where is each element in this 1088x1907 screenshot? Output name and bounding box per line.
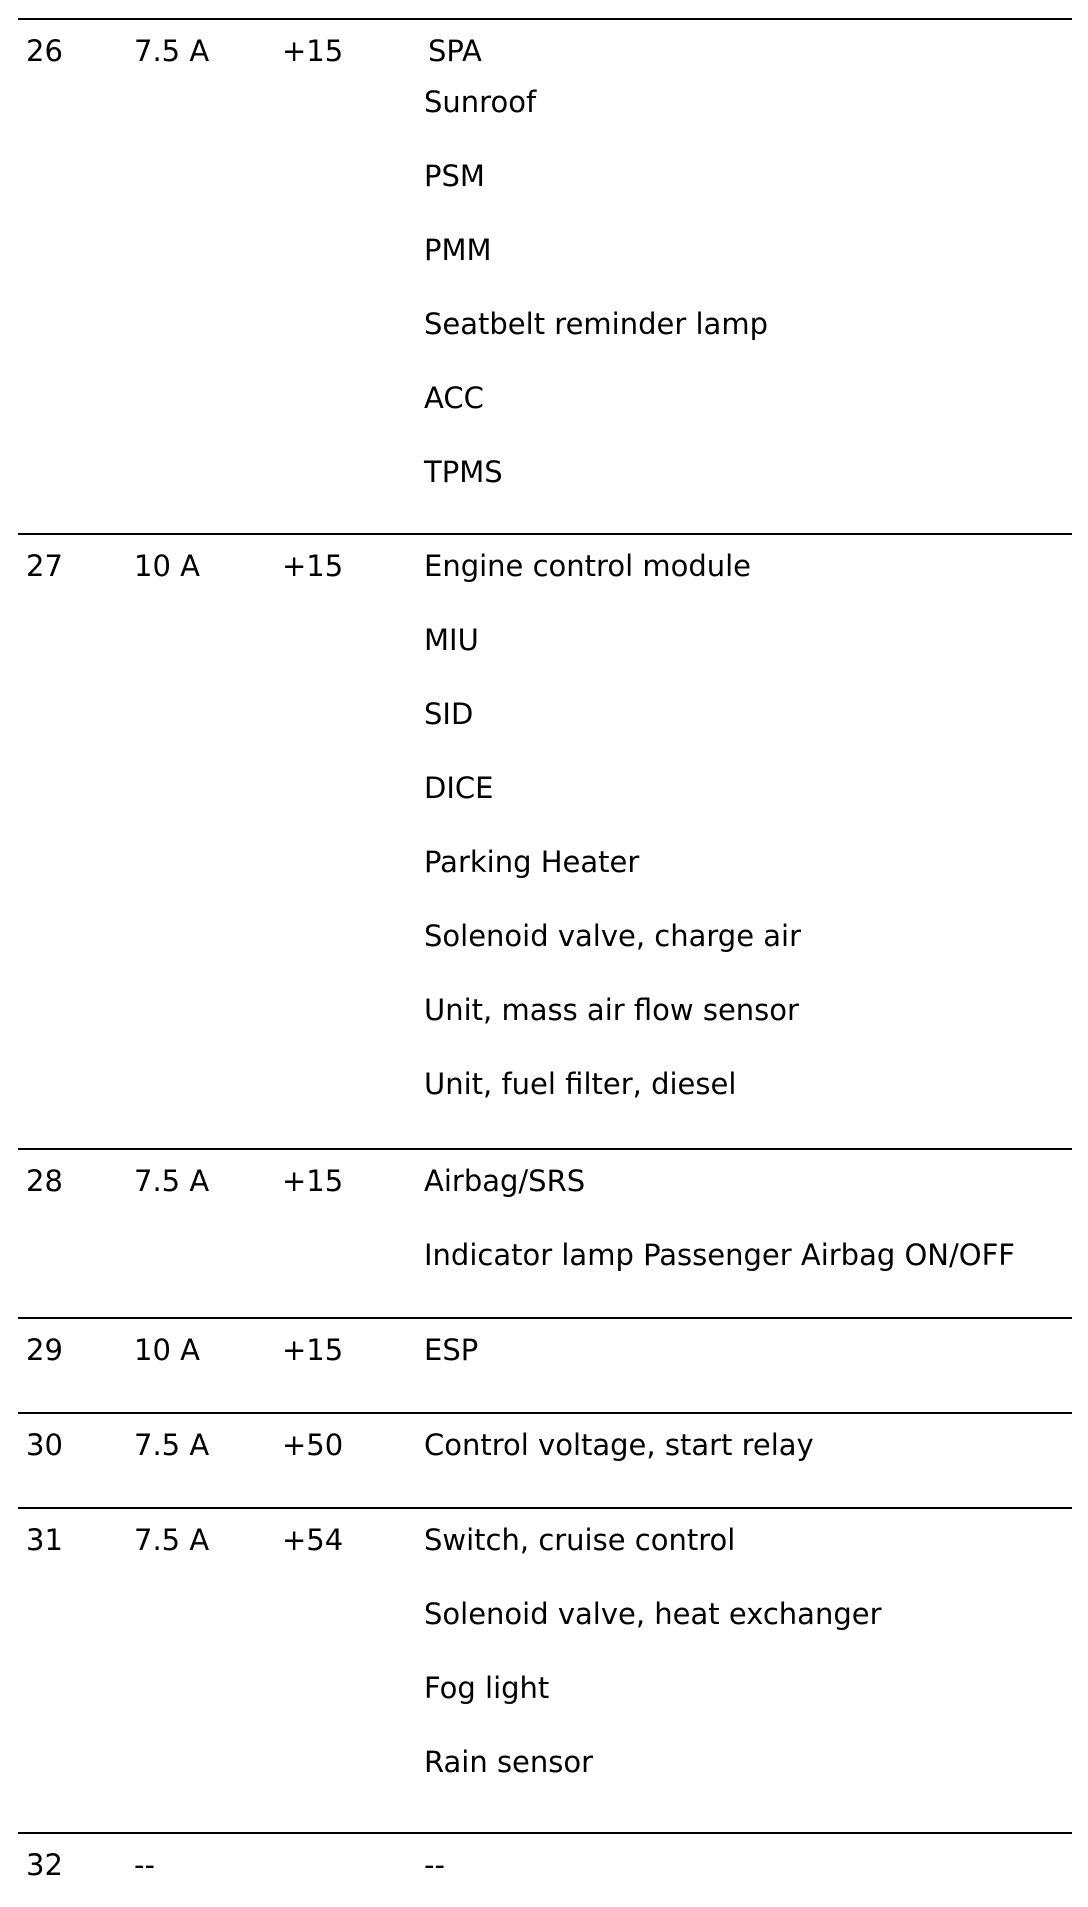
function-item: Seatbelt reminder lamp	[424, 307, 768, 341]
fuse-terminal: +50	[282, 1428, 344, 1462]
fuse-terminal: +15	[282, 549, 344, 583]
function-item: Control voltage, start relay	[424, 1428, 814, 1462]
fuse-number: 29	[26, 1333, 63, 1367]
function-item: Engine control module	[424, 549, 752, 583]
function-item: Sunroof	[424, 85, 537, 119]
function-item: PSM	[424, 159, 485, 193]
fuse-functions	[424, 1332, 1072, 1368]
fuse-amperage: 7.5 A	[134, 1164, 210, 1198]
fuse-amperage: 10 A	[134, 1333, 200, 1367]
table-row	[18, 1317, 1072, 1412]
function-item: Parking Heater	[424, 845, 640, 879]
table-row	[18, 1412, 1072, 1507]
table-row	[18, 1148, 1072, 1317]
fuse-functions	[424, 33, 1072, 490]
fuse-functions	[424, 1847, 1072, 1883]
fuse-functions	[424, 1163, 1072, 1273]
table-row	[18, 18, 1072, 533]
fuse-number: 27	[26, 549, 63, 583]
function-item: DICE	[424, 771, 494, 805]
function-item: Unit, mass air flow sensor	[424, 993, 799, 1027]
function-item: Unit, fuel filter, diesel	[424, 1067, 737, 1101]
function-item: Solenoid valve, heat exchanger	[424, 1597, 882, 1631]
fuse-terminal: +54	[282, 1523, 344, 1557]
function-item: Solenoid valve, charge air	[424, 919, 802, 953]
fuse-number: 30	[26, 1428, 63, 1462]
fuse-table	[18, 18, 1072, 1907]
fuse-amperage: 7.5 A	[134, 34, 210, 68]
table-row	[18, 1507, 1072, 1832]
function-item: SID	[424, 697, 474, 731]
fuse-number: 26	[26, 34, 63, 68]
function-item: Airbag/SRS	[424, 1164, 586, 1198]
function-item: MIU	[424, 623, 479, 657]
function-item: Rain sensor	[424, 1745, 594, 1779]
fuse-terminal: +15	[282, 1333, 344, 1367]
fuse-number: 31	[26, 1523, 63, 1557]
function-item: ACC	[424, 381, 484, 415]
fuse-number: 32	[26, 1848, 63, 1882]
fuse-terminal: +15	[282, 1164, 344, 1198]
fuse-amperage: 7.5 A	[134, 1428, 210, 1462]
function-item: Indicator lamp Passenger Airbag ON/OFF	[424, 1238, 1015, 1272]
table-row	[18, 1832, 1072, 1907]
function-item: PMM	[424, 233, 492, 267]
fuse-terminal: +15	[282, 34, 344, 68]
function-item: --	[424, 1848, 445, 1882]
function-item: SPA	[428, 34, 482, 68]
fuse-amperage: --	[134, 1848, 155, 1882]
fuse-functions	[424, 548, 1072, 1102]
fuse-functions	[424, 1427, 1072, 1463]
fuse-functions	[424, 1522, 1072, 1780]
function-item: ESP	[424, 1333, 479, 1367]
function-item: Fog light	[424, 1671, 550, 1705]
fuse-amperage: 10 A	[134, 549, 200, 583]
fuse-amperage: 7.5 A	[134, 1523, 210, 1557]
function-item: TPMS	[424, 455, 503, 489]
fuse-number: 28	[26, 1164, 63, 1198]
function-item: Switch, cruise control	[424, 1523, 736, 1557]
table-row	[18, 533, 1072, 1148]
